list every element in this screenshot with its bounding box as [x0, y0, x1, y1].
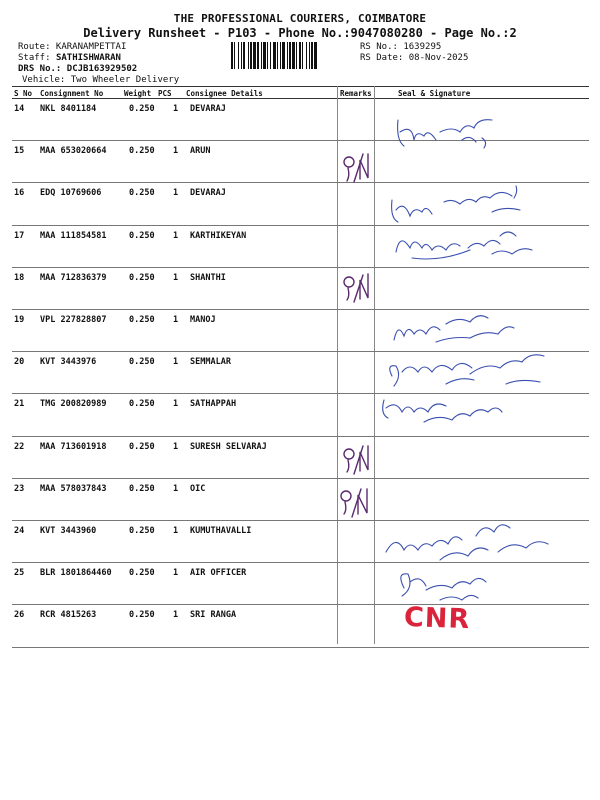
- row-sno: 24: [14, 526, 25, 536]
- row-consignee: ARUN: [190, 146, 211, 156]
- row-pcs: 1: [173, 484, 179, 494]
- row-sno: 22: [14, 442, 25, 452]
- row-divider: [12, 647, 589, 648]
- row-consignee: AIR OFFICER: [190, 568, 247, 578]
- remarks-left-divider: [337, 86, 338, 644]
- signature-row16: [392, 186, 520, 222]
- route-label: Route: KARANAMPETTAI: [18, 42, 127, 52]
- row-consignee: KUMUTHAVALLI: [190, 526, 252, 536]
- row-weight: 0.250: [129, 610, 155, 620]
- row-pcs: 1: [173, 315, 179, 325]
- row-weight: 0.250: [129, 104, 155, 114]
- col-header-consignee: Consignee Details: [186, 89, 263, 98]
- row-divider: [12, 604, 589, 605]
- row-weight: 0.250: [129, 231, 155, 241]
- staff-label: Staff: SATHISHWARAN: [18, 53, 121, 63]
- signatures: [383, 120, 548, 600]
- col-header-remarks: Remarks: [340, 89, 372, 98]
- col-header-pcs: PCS: [158, 89, 172, 98]
- row-divider: [12, 478, 589, 479]
- row-pcs: 1: [173, 188, 179, 198]
- row-consignee: KARTHIKEYAN: [190, 231, 247, 241]
- row-consignee: SATHAPPAH: [190, 399, 237, 409]
- row-sno: 18: [14, 273, 25, 283]
- row-consignee: SURESH SELVARAJ: [190, 442, 267, 452]
- signature-row19: [394, 316, 514, 342]
- row-consignment-no: RCR 4815263: [40, 610, 97, 620]
- row-consignment-no: MAA 712836379: [40, 273, 107, 283]
- row-consignee: DEVARAJ: [190, 188, 226, 198]
- row-divider: [12, 520, 589, 521]
- row-pcs: 1: [173, 273, 179, 283]
- row-consignment-no: TMG 200820989: [40, 399, 107, 409]
- row-consignee: SEMMALAR: [190, 357, 231, 367]
- row-consignment-no: KVT 3443960: [40, 526, 97, 536]
- row-consignment-no: EDQ 10769606: [40, 188, 102, 198]
- drs-number: DCJB163929502: [66, 64, 138, 74]
- row-consignee: SHANTHI: [190, 273, 226, 283]
- row-sno: 16: [14, 188, 25, 198]
- row-consignment-no: NKL 8401184: [40, 104, 97, 114]
- row-divider: [12, 225, 589, 226]
- signature-row25: [401, 574, 486, 600]
- row-weight: 0.250: [129, 484, 155, 494]
- col-header-weight: Weight: [124, 89, 152, 98]
- remark-marks: [341, 154, 368, 517]
- company-title: THE PROFESSIONAL COURIERS, COIMBATORE: [173, 12, 427, 25]
- row-weight: 0.250: [129, 526, 155, 536]
- row-sno: 19: [14, 315, 25, 325]
- row-sno: 20: [14, 357, 25, 367]
- row-consignment-no: MAA 653020664: [40, 146, 107, 156]
- row-consignment-no: MAA 578037843: [40, 484, 107, 494]
- row-weight: 0.250: [129, 315, 155, 325]
- cnr-stamp: CNR: [403, 601, 471, 636]
- row-divider: [12, 140, 589, 141]
- col-header-sno: S No: [14, 89, 33, 98]
- row-consignment-no: VPL 227828807: [40, 315, 107, 325]
- row-divider: [12, 393, 589, 394]
- row-consignee: MANOJ: [190, 315, 216, 325]
- row-consignment-no: MAA 111854581: [40, 231, 107, 241]
- row-sno: 23: [14, 484, 25, 494]
- rs-number: RS No.: 1639295: [360, 42, 442, 52]
- remark-mark-row22: [344, 446, 368, 474]
- row-divider: [12, 562, 589, 563]
- header-bottom-rule: [12, 98, 589, 99]
- runsheet-subtitle: Delivery Runsheet - P103 - Phone No.:9047080280 - Page No.:2: [83, 26, 517, 40]
- signature-row20: [390, 355, 544, 386]
- row-pcs: 1: [173, 568, 179, 578]
- row-pcs: 1: [173, 231, 179, 241]
- remark-mark-row18: [344, 274, 368, 302]
- vehicle-label: Vehicle: Two Wheeler Delivery: [22, 75, 180, 85]
- row-sno: 15: [14, 146, 25, 156]
- rs-date: RS Date: 08-Nov-2025: [360, 53, 469, 63]
- remark-mark-row15: [344, 154, 368, 182]
- row-sno: 17: [14, 231, 25, 241]
- row-sno: 21: [14, 399, 25, 409]
- row-consignee: OIC: [190, 484, 206, 494]
- row-sno: 25: [14, 568, 25, 578]
- remarks-right-divider: [374, 86, 375, 644]
- remark-mark-row23: [341, 489, 367, 517]
- row-consignee: SRI RANGA: [190, 610, 237, 620]
- row-divider: [12, 267, 589, 268]
- row-weight: 0.250: [129, 273, 155, 283]
- staff-name: SATHISHWARAN: [55, 53, 121, 63]
- row-weight: 0.250: [129, 442, 155, 452]
- row-weight: 0.250: [129, 399, 155, 409]
- row-sno: 26: [14, 610, 25, 620]
- row-sno: 14: [14, 104, 25, 114]
- drs-label: DRS No.: DCJB163929502: [18, 64, 138, 74]
- row-consignment-no: MAA 713601918: [40, 442, 107, 452]
- row-pcs: 1: [173, 357, 179, 367]
- row-pcs: 1: [173, 399, 179, 409]
- row-consignee: DEVARAJ: [190, 104, 226, 114]
- table-top-rule: [12, 86, 589, 87]
- col-header-consignment: Consignment No: [40, 89, 104, 98]
- row-divider: [12, 309, 589, 310]
- signature-row17: [396, 232, 532, 259]
- row-divider: [12, 351, 589, 352]
- row-consignment-no: BLR 1801864460: [40, 568, 112, 578]
- row-pcs: 1: [173, 104, 179, 114]
- row-weight: 0.250: [129, 146, 155, 156]
- row-weight: 0.250: [129, 568, 155, 578]
- row-divider: [12, 182, 589, 183]
- signature-row21: [383, 400, 502, 422]
- row-pcs: 1: [173, 526, 179, 536]
- row-weight: 0.250: [129, 357, 155, 367]
- row-pcs: 1: [173, 146, 179, 156]
- row-weight: 0.250: [129, 188, 155, 198]
- row-pcs: 1: [173, 610, 179, 620]
- signature-row24: [386, 525, 548, 560]
- barcode: [230, 42, 356, 69]
- row-consignment-no: KVT 3443976: [40, 357, 97, 367]
- signature-row14: [398, 120, 492, 148]
- row-divider: [12, 436, 589, 437]
- col-header-seal: Seal & Signature: [398, 89, 471, 98]
- row-pcs: 1: [173, 442, 179, 452]
